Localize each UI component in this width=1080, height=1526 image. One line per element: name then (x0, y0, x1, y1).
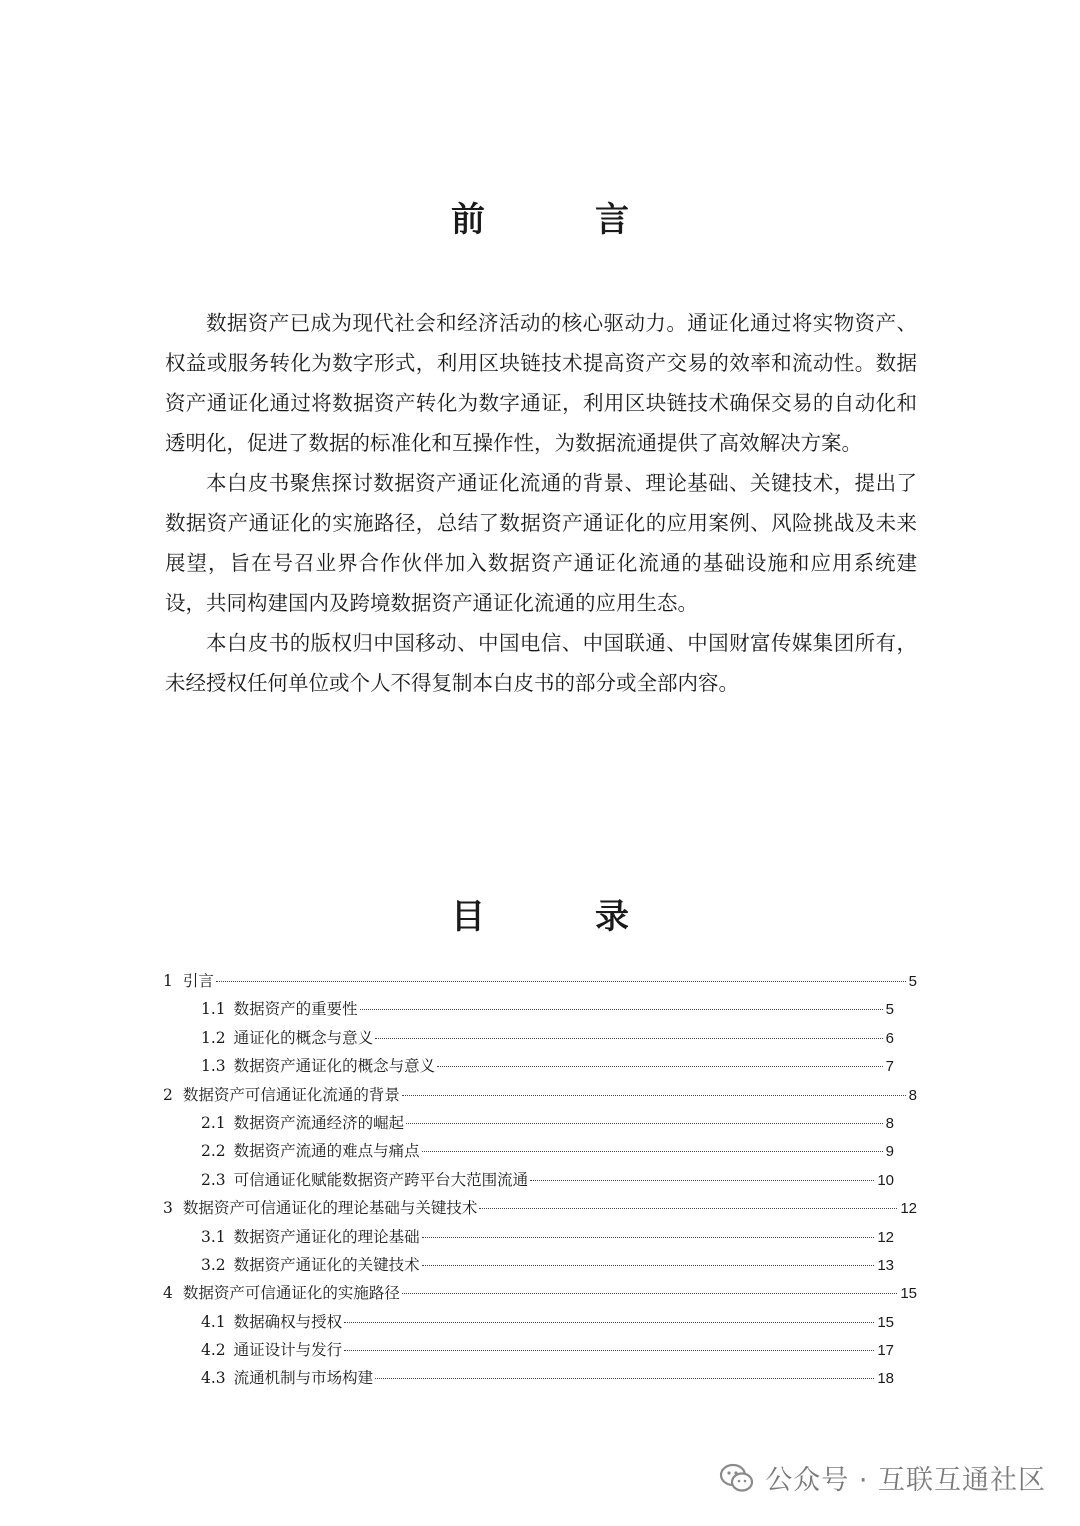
toc-entry-title: 引言 (182, 972, 214, 990)
toc-entry-title: 流通机制与市场构建 (233, 1369, 374, 1388)
toc-entry[interactable] (163, 1166, 894, 1194)
toc-entry-page: 8 (885, 1114, 894, 1132)
toc-entry-title: 通证设计与发行 (233, 1341, 343, 1360)
toc-entry-number: 2.1 (201, 1113, 226, 1132)
toc-entry[interactable] (163, 1052, 894, 1080)
toc-entry[interactable] (163, 1279, 917, 1307)
toc-entry-number: 3 (163, 1199, 173, 1218)
toc-entry[interactable] (163, 1251, 894, 1279)
toc-entry-title: 数据资产可信通证化的实施路径 (182, 1284, 400, 1303)
toc-dot-leader (402, 1095, 906, 1096)
toc-entry[interactable] (163, 995, 894, 1023)
preface-body (165, 303, 917, 703)
toc-entry-title: 数据确权与授权 (233, 1312, 343, 1331)
toc-dot-leader (422, 1151, 883, 1152)
toc-entry-title: 数据资产通证化的概念与意义 (233, 1057, 436, 1076)
preface-title: 前 言 (451, 200, 667, 240)
toc-entry[interactable] (163, 1081, 917, 1109)
toc-entry-number: 4 (163, 1284, 173, 1303)
toc-entry-page: 8 (908, 1086, 917, 1104)
toc-entry[interactable] (163, 1137, 894, 1165)
toc-entry[interactable] (163, 1336, 894, 1364)
toc-dot-leader (406, 1123, 882, 1124)
toc-entry-number: 2.3 (201, 1170, 226, 1189)
preface-paragraph-3: 本白皮书的版权归中国移动、中国电信、中国联通、中国财富传媒集团所有，未经授权任何单位或个人不得复制本白皮书的部分或全部内容。 (165, 631, 917, 695)
toc-dot-leader (344, 1322, 874, 1323)
toc-dot-leader (402, 1293, 897, 1294)
toc-entry-number: 4.1 (201, 1312, 226, 1331)
toc-entry[interactable] (163, 1364, 894, 1392)
toc-entry-number: 4.2 (201, 1341, 226, 1360)
toc-dot-leader (375, 1038, 882, 1039)
preface-paragraph-1: 数据资产已成为现代社会和经济活动的核心驱动力。通证化通过将实物资产、权益或服务转化为数字形式，利用区块链技术提高资产交易的效率和流动性。数据资产通证化通过将数据资产转化为数字通证，利用区块链技术确保交易的自动化和透明化，促进了数据的标准化和互操作性，为数据流通提供了高效解决方案。 (165, 311, 917, 455)
toc-entry-page: 12 (877, 1228, 894, 1246)
toc-dot-leader (479, 1208, 897, 1209)
toc-entry-title: 数据资产可信通证化流通的背景 (182, 1085, 400, 1104)
toc-entry-page: 17 (877, 1342, 894, 1360)
toc-entry-page: 13 (877, 1256, 894, 1274)
toc-entry[interactable] (163, 967, 917, 995)
toc-entry-page: 5 (908, 973, 917, 990)
toc-entry-title: 通证化的概念与意义 (233, 1028, 374, 1047)
toc-dot-leader (422, 1265, 875, 1266)
toc-entry-number: 1.2 (201, 1028, 226, 1047)
watermark (719, 1458, 1046, 1497)
toc-entry-page: 7 (885, 1058, 894, 1076)
toc-entry-number: 1.1 (201, 1000, 226, 1019)
toc-entry-title: 数据资产流通经济的崛起 (233, 1113, 405, 1132)
toc-entry-title: 数据资产通证化的理论基础 (233, 1227, 420, 1246)
toc-entry-page: 15 (877, 1313, 894, 1331)
toc-entry[interactable] (163, 1308, 894, 1336)
toc-entry-number: 3.2 (201, 1255, 226, 1274)
toc-entry-page: 18 (877, 1370, 894, 1388)
toc-entry-page: 10 (877, 1171, 894, 1189)
toc-entry-number: 2 (163, 1085, 173, 1104)
toc-dot-leader (344, 1350, 874, 1351)
preface-paragraph-2: 本白皮书聚焦探讨数据资产通证化流通的背景、理论基础、关键技术，提出了数据资产通证化的实施路径，总结了数据资产通证化的应用案例、风险挑战及未来展望，旨在号召业界合作伙伴加入数据资产通证化流通的基础设施和应用系统建设，共同构建国内及跨境数据资产通证化流通的应用生态。 (165, 471, 917, 615)
watermark-text: 公众号 · 互联互通社区 (765, 1465, 1046, 1496)
toc-entry-number: 2.2 (201, 1142, 226, 1161)
toc-entry[interactable] (163, 1223, 894, 1251)
table-of-contents (163, 967, 923, 1393)
toc-entry-number: 4.3 (201, 1369, 226, 1388)
toc-entry-title: 可信通证化赋能数据资产跨平台大范围流通 (233, 1170, 529, 1189)
toc-dot-leader (375, 1378, 874, 1379)
toc-entry-page: 15 (900, 1285, 917, 1303)
toc-dot-leader (422, 1237, 875, 1238)
toc-title: 目 录 (451, 897, 667, 937)
toc-dot-leader (437, 1066, 882, 1067)
toc-entry[interactable] (163, 1024, 894, 1052)
toc-entry-title: 数据资产流通的难点与痛点 (233, 1142, 420, 1161)
toc-entry-page: 12 (900, 1200, 917, 1218)
toc-entry-title: 数据资产可信通证化的理论基础与关键技术 (182, 1199, 478, 1218)
toc-entry-page: 6 (885, 1029, 894, 1047)
toc-dot-leader (216, 981, 906, 982)
toc-entry-title: 数据资产通证化的关键技术 (233, 1255, 420, 1274)
toc-dot-leader (530, 1180, 874, 1181)
toc-entry-number: 3.1 (201, 1227, 226, 1246)
toc-entry-title: 数据资产的重要性 (233, 1000, 358, 1019)
toc-entry-page: 5 (885, 1001, 894, 1019)
toc-entry-page: 9 (885, 1143, 894, 1161)
toc-entry-number: 1 (163, 972, 173, 990)
toc-dot-leader (360, 1009, 883, 1010)
toc-entry[interactable] (163, 1109, 894, 1137)
toc-entry-number: 1.3 (201, 1057, 226, 1076)
toc-entry[interactable] (163, 1194, 917, 1222)
wechat-icon (719, 1462, 755, 1494)
